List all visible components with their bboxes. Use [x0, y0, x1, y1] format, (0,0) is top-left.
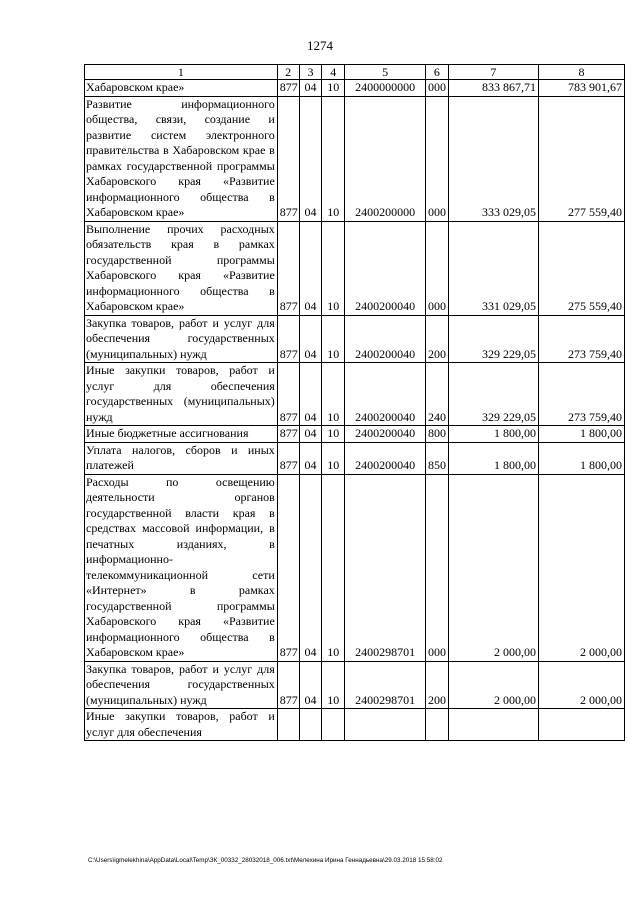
target-article-cell: 2400200040 [345, 426, 426, 443]
subsection-code-cell: 10 [322, 426, 345, 443]
section-code-cell: 04 [299, 474, 322, 661]
amount-year1-cell: 329 229,05 [448, 315, 538, 363]
amount-year2-cell: 783 901,67 [538, 80, 624, 97]
section-code-cell: 04 [299, 661, 322, 709]
row-name-cell: Закупка товаров, работ и услуг для обеспечения государственных (муниципальных) нужд [85, 315, 278, 363]
amount-year1-cell: 331 029,05 [448, 221, 538, 315]
expense-type-cell: 200 [425, 315, 448, 363]
amount-year2-cell: 2 000,00 [538, 474, 624, 661]
amount-year1-cell: 1 800,00 [448, 426, 538, 443]
subsection-code-cell: 10 [322, 363, 345, 426]
row-name-cell: Развитие информационного общества, связи, создание и развитие систем электронного правительства в Хабаровском крае в рамках государственной программы Хабаровского края «Развитие информационного общества в Хабаровском крае» [85, 96, 278, 221]
subsection-code-cell: 10 [322, 442, 345, 474]
subsection-code-cell [322, 709, 345, 741]
amount-year1-cell: 833 867,71 [448, 80, 538, 97]
section-code-cell: 04 [299, 315, 322, 363]
row-name-cell: Расходы по освещению деятельности органов государственной власти края в средствах массовой информации, в печатных изданиях, в информационно-телекоммуникационной сети «Интернет» в рамках государственной программы Хабаровского края «Развитие информационного общества в Хабаровском крае» [85, 474, 278, 661]
subsection-code-cell: 10 [322, 315, 345, 363]
ministry-code-cell: 877 [277, 96, 299, 221]
target-article-cell: 2400200040 [345, 221, 426, 315]
table-row [85, 442, 625, 474]
table-row [85, 96, 625, 221]
ministry-code-cell: 877 [277, 221, 299, 315]
row-name-cell: Иные бюджетные ассигнования [85, 426, 278, 443]
row-name-cell: Иные закупки товаров, работ и услуг для обеспечения государственных (муниципальных) нужд [85, 363, 278, 426]
subsection-code-cell: 10 [322, 221, 345, 315]
expense-type-cell: 850 [425, 442, 448, 474]
table-row [85, 221, 625, 315]
section-code-cell: 04 [299, 221, 322, 315]
expense-type-cell: 000 [425, 474, 448, 661]
ministry-code-cell: 877 [277, 426, 299, 443]
amount-year2-cell: 273 759,40 [538, 315, 624, 363]
target-article-cell [345, 709, 426, 741]
amount-year2-cell: 2 000,00 [538, 661, 624, 709]
ministry-code-cell: 877 [277, 442, 299, 474]
amount-year2-cell: 277 559,40 [538, 96, 624, 221]
table-row [85, 661, 625, 709]
table-row [85, 315, 625, 363]
amount-year2-cell [538, 709, 624, 741]
subsection-code-cell: 10 [322, 474, 345, 661]
ministry-code-cell [277, 709, 299, 741]
header-cell: 6 [425, 65, 448, 80]
amount-year1-cell [448, 709, 538, 741]
header-cell: 4 [322, 65, 345, 80]
target-article-cell: 2400298701 [345, 661, 426, 709]
expense-type-cell: 000 [425, 80, 448, 97]
table-row [85, 363, 625, 426]
page-number: 1274 [307, 38, 333, 53]
row-name-cell: Уплата налогов, сборов и иных платежей [85, 442, 278, 474]
amount-year1-cell: 333 029,05 [448, 96, 538, 221]
table-row [85, 474, 625, 661]
amount-year1-cell: 329 229,05 [448, 363, 538, 426]
section-code-cell: 04 [299, 80, 322, 97]
amount-year2-cell: 1 800,00 [538, 442, 624, 474]
target-article-cell: 2400200040 [345, 442, 426, 474]
amount-year2-cell: 1 800,00 [538, 426, 624, 443]
row-name-cell: Хабаровском крае» [85, 80, 278, 97]
expense-type-cell: 000 [425, 221, 448, 315]
subsection-code-cell: 10 [322, 96, 345, 221]
budget-table [84, 64, 625, 741]
expense-type-cell: 240 [425, 363, 448, 426]
amount-year1-cell: 1 800,00 [448, 442, 538, 474]
header-cell: 5 [345, 65, 426, 80]
expense-type-cell [425, 709, 448, 741]
ministry-code-cell: 877 [277, 474, 299, 661]
table-row [85, 80, 625, 97]
target-article-cell: 2400000000 [345, 80, 426, 97]
target-article-cell: 2400200000 [345, 96, 426, 221]
amount-year1-cell: 2 000,00 [448, 474, 538, 661]
target-article-cell: 2400200040 [345, 363, 426, 426]
amount-year1-cell: 2 000,00 [448, 661, 538, 709]
amount-year2-cell: 275 559,40 [538, 221, 624, 315]
table-row [85, 426, 625, 443]
header-cell: 1 [85, 65, 278, 80]
expense-type-cell: 000 [425, 96, 448, 221]
ministry-code-cell: 877 [277, 661, 299, 709]
subsection-code-cell: 10 [322, 80, 345, 97]
subsection-code-cell: 10 [322, 661, 345, 709]
section-code-cell: 04 [299, 363, 322, 426]
ministry-code-cell: 877 [277, 80, 299, 97]
file-path-footer: C:\Users\igmelekhina\AppData\Local\Temp\ЗК_00332_28032018_006.txt\Мелехина Ирина Геннадьевна\29.03.2018 15:58:02 [88, 857, 443, 864]
ministry-code-cell: 877 [277, 363, 299, 426]
table-header-row [85, 65, 625, 80]
section-code-cell [299, 709, 322, 741]
row-name-cell: Иные закупки товаров, работ и услуг для обеспечения [85, 709, 278, 741]
header-cell: 2 [277, 65, 299, 80]
expense-type-cell: 200 [425, 661, 448, 709]
target-article-cell: 2400298701 [345, 474, 426, 661]
header-cell: 8 [538, 65, 624, 80]
header-cell: 3 [299, 65, 322, 80]
expense-type-cell: 800 [425, 426, 448, 443]
amount-year2-cell: 273 759,40 [538, 363, 624, 426]
section-code-cell: 04 [299, 426, 322, 443]
section-code-cell: 04 [299, 442, 322, 474]
ministry-code-cell: 877 [277, 315, 299, 363]
section-code-cell: 04 [299, 96, 322, 221]
header-cell: 7 [448, 65, 538, 80]
row-name-cell: Выполнение прочих расходных обязательств края в рамках государственной программы Хабаровского края «Развитие информационного общества в Хабаровском крае» [85, 221, 278, 315]
table-row [85, 709, 625, 741]
target-article-cell: 2400200040 [345, 315, 426, 363]
row-name-cell: Закупка товаров, работ и услуг для обеспечения государственных (муниципальных) нужд [85, 661, 278, 709]
